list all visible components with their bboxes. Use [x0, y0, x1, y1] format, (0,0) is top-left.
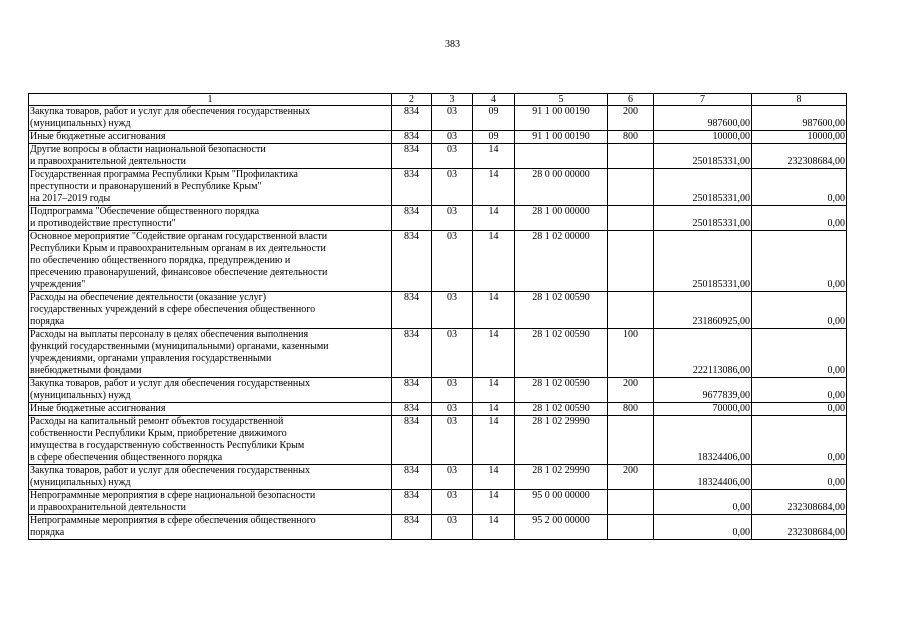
amount-2019-cell: 0,00 — [752, 231, 847, 292]
expense-name-cell — [29, 206, 392, 231]
column-header: 5 — [515, 94, 608, 106]
section-code-cell: 03 — [432, 490, 473, 515]
section-code-cell: 03 — [432, 329, 473, 378]
expense-type-cell: 100 — [608, 329, 654, 378]
expense-name-line: (муниципальных) нужд — [30, 118, 131, 129]
expense-type-cell — [608, 490, 654, 515]
expense-name-line: порядка — [30, 527, 65, 538]
subsection-code-cell: 14 — [473, 515, 515, 540]
ministry-code-cell: 834 — [392, 106, 432, 131]
expense-name-line: Подпрограмма "Обеспечение общественного порядка — [30, 206, 260, 217]
expense-name-line: внебюджетными фондами — [30, 365, 142, 376]
ministry-code-cell: 834 — [392, 416, 432, 465]
expense-name-cell — [29, 106, 392, 131]
subsection-code-cell: 14 — [473, 465, 515, 490]
ministry-code-cell: 834 — [392, 144, 432, 169]
budget-table — [28, 93, 847, 540]
expense-name-cell — [29, 329, 392, 378]
target-article-cell: 91 1 00 00190 — [515, 106, 608, 131]
table-row — [29, 106, 847, 131]
expense-type-cell: 200 — [608, 378, 654, 403]
subsection-code-cell: 14 — [473, 144, 515, 169]
expense-name-line: учреждения" — [30, 279, 86, 290]
subsection-code-cell: 14 — [473, 490, 515, 515]
target-article-cell: 28 1 00 00000 — [515, 206, 608, 231]
amount-2018-cell: 18324406,00 — [654, 416, 752, 465]
amount-2019-cell: 0,00 — [752, 206, 847, 231]
expense-type-cell — [608, 231, 654, 292]
expense-name-line: Расходы на капитальный ремонт объектов государственной — [30, 416, 284, 427]
ministry-code-cell: 834 — [392, 465, 432, 490]
amount-2019-cell: 0,00 — [752, 378, 847, 403]
expense-name-line: и правоохранительной деятельности — [30, 156, 186, 167]
expense-name-line: Республики Крым и правоохранительным органам в их деятельности — [30, 243, 326, 254]
amount-2018-cell: 250185331,00 — [654, 206, 752, 231]
table-row — [29, 131, 847, 144]
expense-name-line: Основное мероприятие "Содействие органам государственной власти — [30, 231, 328, 242]
expense-name-cell — [29, 490, 392, 515]
expense-type-cell: 200 — [608, 465, 654, 490]
section-code-cell: 03 — [432, 416, 473, 465]
expense-name-line: и противодействие преступности" — [30, 218, 176, 229]
expense-type-cell — [608, 292, 654, 329]
expense-name-line: порядка — [30, 316, 65, 327]
amount-2018-cell: 70000,00 — [654, 403, 752, 416]
target-article-cell: 95 0 00 00000 — [515, 490, 608, 515]
ministry-code-cell: 834 — [392, 231, 432, 292]
expense-name-cell — [29, 465, 392, 490]
ministry-code-cell: 834 — [392, 515, 432, 540]
expense-name-line: Государственная программа Республики Крым "Профилактика — [30, 169, 298, 180]
section-code-cell: 03 — [432, 378, 473, 403]
amount-2018-cell: 250185331,00 — [654, 231, 752, 292]
expense-name-line: Расходы на обеспечение деятельности (оказание услуг) — [30, 292, 267, 303]
expense-name-line: функций государственными (муниципальными) органами, казенными — [30, 341, 329, 352]
expense-name-line: учреждениями, органами управления государственными — [30, 353, 272, 364]
table-row — [29, 416, 847, 465]
expense-name-line: собственности Республики Крым, приобретение движимого — [30, 428, 287, 439]
expense-name-line: государственных учреждений в сфере обеспечения общественного — [30, 304, 316, 315]
section-code-cell: 03 — [432, 106, 473, 131]
expense-name-cell — [29, 378, 392, 403]
subsection-code-cell: 14 — [473, 169, 515, 206]
table-header-row — [29, 94, 847, 106]
expense-name-cell — [29, 515, 392, 540]
column-header: 2 — [392, 94, 432, 106]
expense-type-cell: 800 — [608, 403, 654, 416]
table-row — [29, 465, 847, 490]
ministry-code-cell: 834 — [392, 329, 432, 378]
target-article-cell: 95 2 00 00000 — [515, 515, 608, 540]
expense-type-cell — [608, 416, 654, 465]
ministry-code-cell: 834 — [392, 378, 432, 403]
target-article-cell — [515, 144, 608, 169]
table-row — [29, 169, 847, 206]
section-code-cell: 03 — [432, 403, 473, 416]
expense-type-cell — [608, 144, 654, 169]
target-article-cell: 28 1 02 00590 — [515, 292, 608, 329]
expense-name-line: Иные бюджетные ассигнования — [30, 131, 166, 142]
expense-type-cell — [608, 515, 654, 540]
expense-type-cell — [608, 169, 654, 206]
expense-name-line: Другие вопросы в области национальной безопасности — [30, 144, 266, 155]
subsection-code-cell: 14 — [473, 206, 515, 231]
table-row — [29, 490, 847, 515]
amount-2019-cell: 0,00 — [752, 416, 847, 465]
expense-name-line: (муниципальных) нужд — [30, 477, 131, 488]
expense-name-cell — [29, 231, 392, 292]
amount-2018-cell: 0,00 — [654, 515, 752, 540]
expense-type-cell — [608, 206, 654, 231]
amount-2019-cell: 232308684,00 — [752, 490, 847, 515]
column-header: 4 — [473, 94, 515, 106]
table-row — [29, 329, 847, 378]
section-code-cell: 03 — [432, 169, 473, 206]
subsection-code-cell: 14 — [473, 231, 515, 292]
amount-2019-cell: 0,00 — [752, 403, 847, 416]
expense-name-line: в сфере обеспечения общественного порядка — [30, 452, 223, 463]
subsection-code-cell: 09 — [473, 131, 515, 144]
section-code-cell: 03 — [432, 206, 473, 231]
table-row — [29, 231, 847, 292]
expense-name-line: пресечению правонарушений, финансовое обеспечение деятельности — [30, 267, 328, 278]
section-code-cell: 03 — [432, 231, 473, 292]
amount-2019-cell: 0,00 — [752, 329, 847, 378]
amount-2018-cell: 987600,00 — [654, 106, 752, 131]
section-code-cell: 03 — [432, 465, 473, 490]
expense-name-line: Иные бюджетные ассигнования — [30, 403, 166, 414]
expense-type-cell: 800 — [608, 131, 654, 144]
target-article-cell: 28 1 02 29990 — [515, 465, 608, 490]
target-article-cell: 28 1 02 29990 — [515, 416, 608, 465]
expense-name-cell — [29, 131, 392, 144]
ministry-code-cell: 834 — [392, 206, 432, 231]
ministry-code-cell: 834 — [392, 490, 432, 515]
table-row — [29, 144, 847, 169]
table-row — [29, 206, 847, 231]
amount-2018-cell: 10000,00 — [654, 131, 752, 144]
amount-2018-cell: 250185331,00 — [654, 169, 752, 206]
expense-name-line: Расходы на выплаты персоналу в целях обеспечения выполнения — [30, 329, 309, 340]
expense-name-line: имущества в государственную собственность Республики Крым — [30, 440, 305, 451]
expense-name-line: преступности и правонарушений в Республике Крым" — [30, 181, 262, 192]
expense-name-line: Закупка товаров, работ и услуг для обеспечения государственных — [30, 106, 311, 117]
ministry-code-cell: 834 — [392, 131, 432, 144]
expense-name-line: по обеспечению общественного порядка, предупреждению и — [30, 255, 291, 266]
amount-2019-cell: 0,00 — [752, 292, 847, 329]
amount-2018-cell: 250185331,00 — [654, 144, 752, 169]
expense-name-line: Закупка товаров, работ и услуг для обеспечения государственных — [30, 378, 311, 389]
amount-2018-cell: 18324406,00 — [654, 465, 752, 490]
expense-name-cell — [29, 416, 392, 465]
ministry-code-cell: 834 — [392, 169, 432, 206]
table-row — [29, 378, 847, 403]
table-row — [29, 292, 847, 329]
column-header: 8 — [752, 94, 847, 106]
expense-name-line: Непрограммные мероприятия в сфере обеспечения общественного — [30, 515, 316, 526]
subsection-code-cell: 14 — [473, 329, 515, 378]
expense-name-line: на 2017–2019 годы — [30, 193, 111, 204]
target-article-cell: 28 1 02 00000 — [515, 231, 608, 292]
amount-2018-cell: 231860925,00 — [654, 292, 752, 329]
column-header: 6 — [608, 94, 654, 106]
expense-name-cell — [29, 403, 392, 416]
page-number: 383 — [445, 39, 460, 50]
amount-2019-cell: 232308684,00 — [752, 515, 847, 540]
target-article-cell: 28 0 00 00000 — [515, 169, 608, 206]
expense-type-cell: 200 — [608, 106, 654, 131]
target-article-cell: 28 1 02 00590 — [515, 403, 608, 416]
section-code-cell: 03 — [432, 144, 473, 169]
subsection-code-cell: 14 — [473, 403, 515, 416]
amount-2019-cell: 0,00 — [752, 465, 847, 490]
table-row — [29, 403, 847, 416]
target-article-cell: 28 1 02 00590 — [515, 329, 608, 378]
section-code-cell: 03 — [432, 131, 473, 144]
subsection-code-cell: 09 — [473, 106, 515, 131]
expense-name-cell — [29, 292, 392, 329]
table-row — [29, 515, 847, 540]
amount-2018-cell: 9677839,00 — [654, 378, 752, 403]
amount-2019-cell: 232308684,00 — [752, 144, 847, 169]
section-code-cell: 03 — [432, 292, 473, 329]
expense-name-line: (муниципальных) нужд — [30, 390, 131, 401]
section-code-cell: 03 — [432, 515, 473, 540]
column-header: 7 — [654, 94, 752, 106]
column-header: 1 — [29, 94, 392, 106]
expense-name-line: Закупка товаров, работ и услуг для обеспечения государственных — [30, 465, 311, 476]
subsection-code-cell: 14 — [473, 416, 515, 465]
expense-name-line: и правоохранительной деятельности — [30, 502, 186, 513]
amount-2018-cell: 0,00 — [654, 490, 752, 515]
amount-2019-cell: 10000,00 — [752, 131, 847, 144]
target-article-cell: 91 1 00 00190 — [515, 131, 608, 144]
amount-2018-cell: 222113086,00 — [654, 329, 752, 378]
expense-name-cell — [29, 169, 392, 206]
ministry-code-cell: 834 — [392, 403, 432, 416]
column-header: 3 — [432, 94, 473, 106]
amount-2019-cell: 987600,00 — [752, 106, 847, 131]
expense-name-cell — [29, 144, 392, 169]
ministry-code-cell: 834 — [392, 292, 432, 329]
amount-2019-cell: 0,00 — [752, 169, 847, 206]
expense-name-line: Непрограммные мероприятия в сфере национальной безопасности — [30, 490, 316, 501]
subsection-code-cell: 14 — [473, 378, 515, 403]
subsection-code-cell: 14 — [473, 292, 515, 329]
target-article-cell: 28 1 02 00590 — [515, 378, 608, 403]
